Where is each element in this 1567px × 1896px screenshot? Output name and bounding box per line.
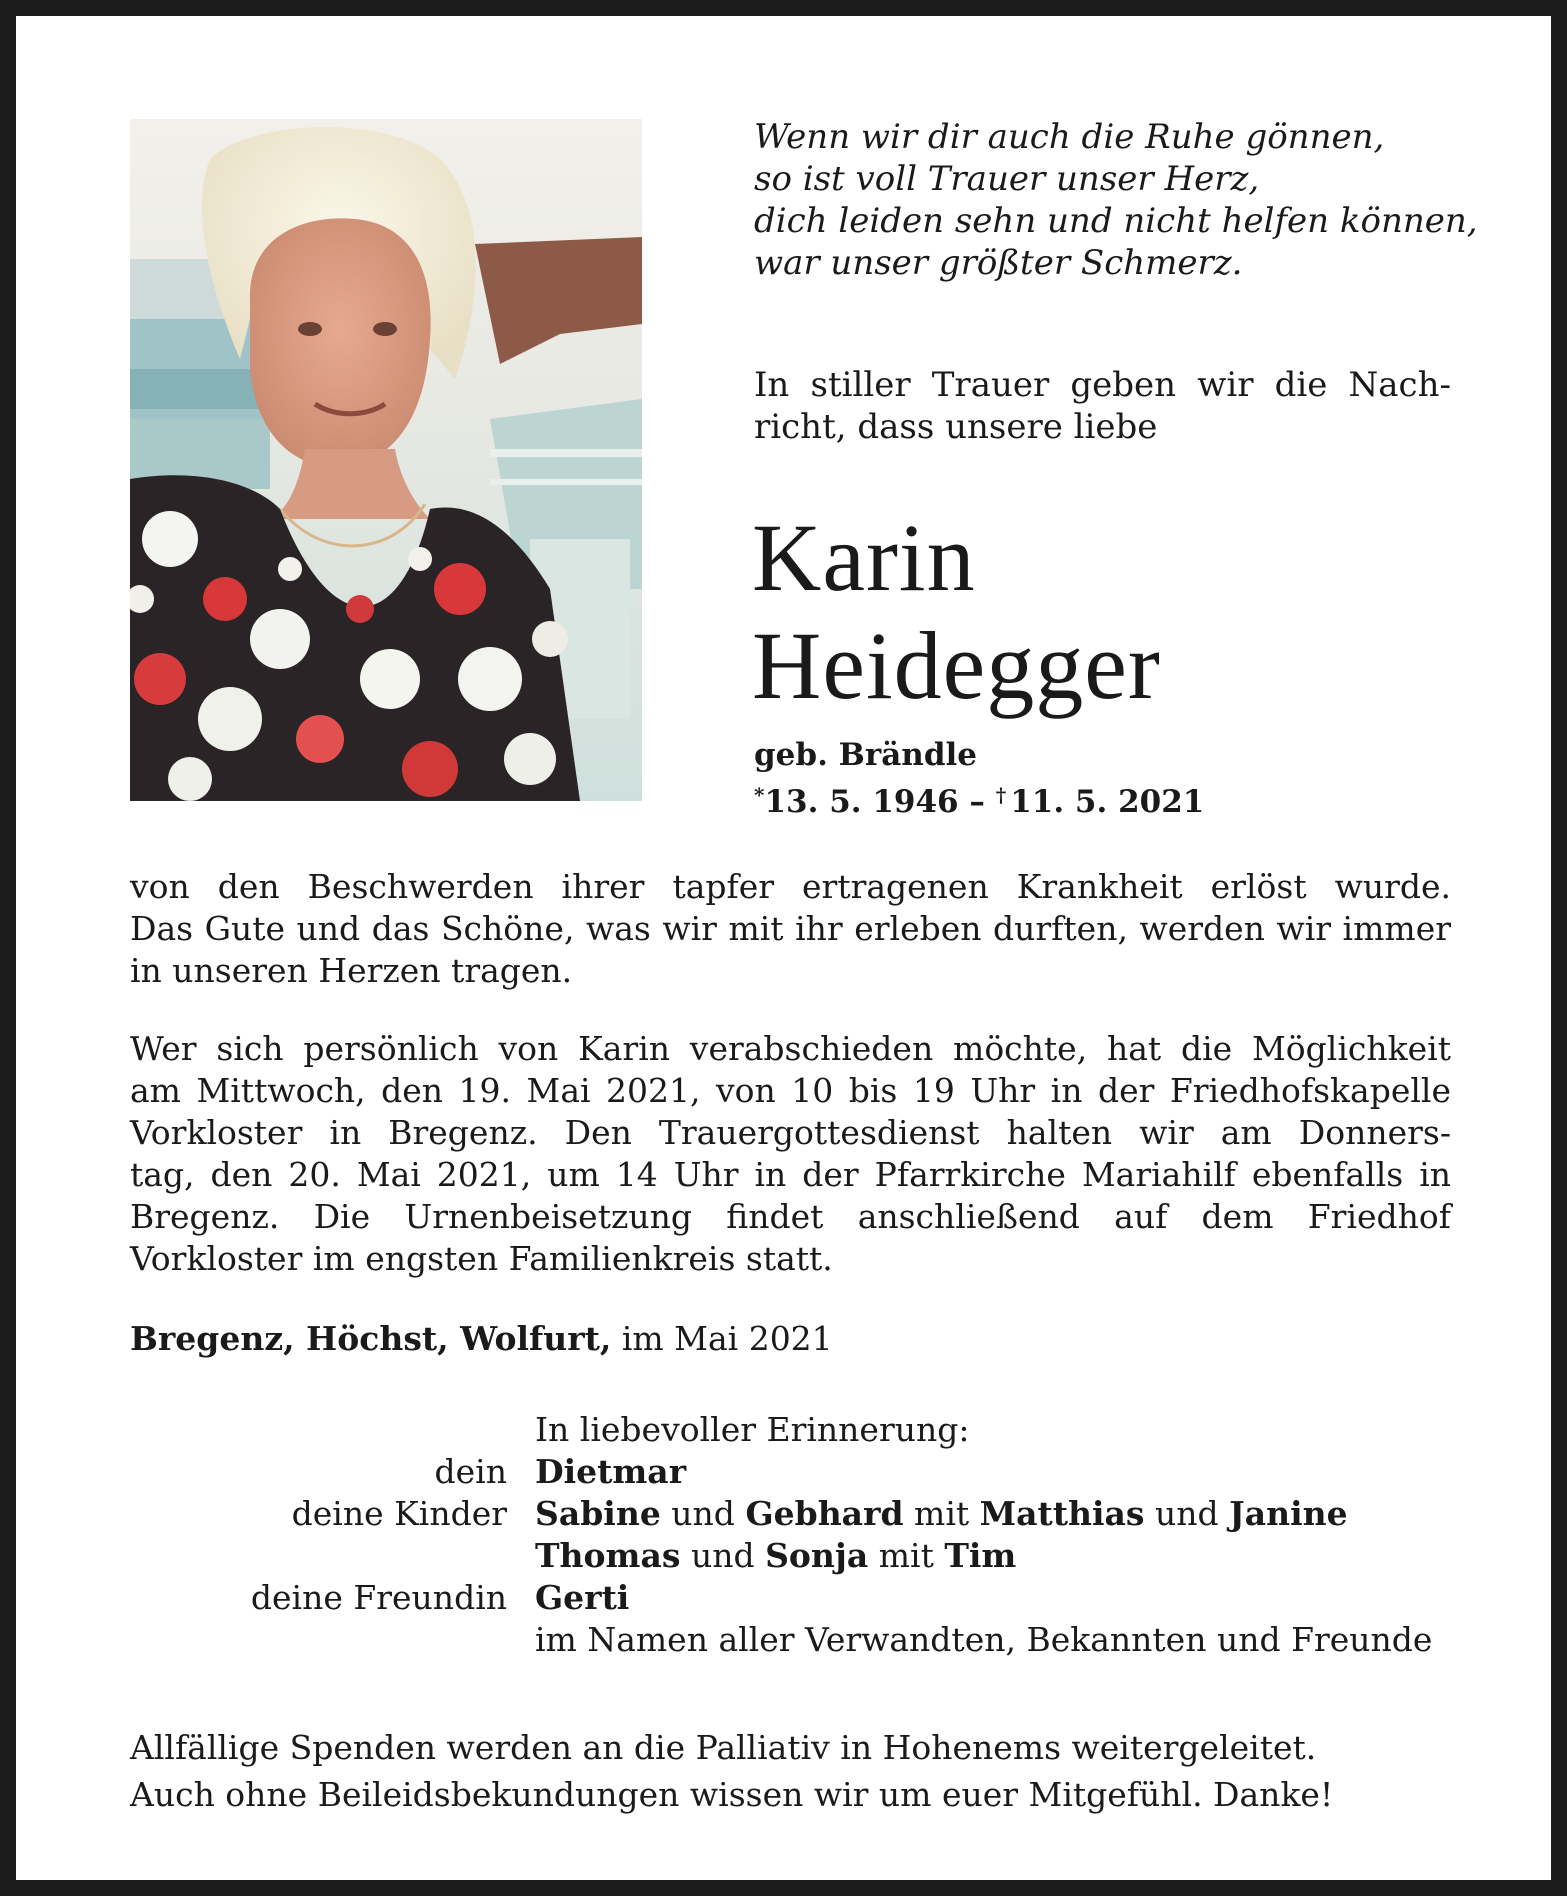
paragraph-line: Das Gute und das Schöne, was wir mit ihr erleben durften, werden wir immer: [130, 909, 1451, 948]
memory-heading: In liebevoller Erinnerung:: [535, 1410, 970, 1449]
paragraph-line: Vorkloster in Bregenz. Den Trauergottesdienst halten wir am Donners-: [130, 1113, 1451, 1152]
paragraph-line: Wer sich persönlich von Karin verabschieden möchte, hat die Möglichkeit: [130, 1029, 1451, 1068]
paragraph-line: Bregenz. Die Urnenbeisetzung findet anschließend auf dem Friedhof: [130, 1197, 1451, 1236]
children-names-2: [535, 1535, 1016, 1577]
death-symbol: †: [995, 783, 1007, 807]
first-name: Karin: [752, 504, 976, 611]
friend-names: [535, 1577, 629, 1619]
life-dates: [754, 774, 1204, 823]
paragraph-line: in unseren Herzen tragen.: [130, 951, 573, 990]
grandchild-name: Matthias: [979, 1494, 1145, 1533]
paragraph-line: Vorkloster im engsten Familienkreis statt.: [130, 1239, 833, 1278]
friend-name: Gerti: [535, 1578, 630, 1617]
poem-line: dich leiden sehn und nicht helfen können,: [754, 201, 1478, 241]
friend-label: deine Freundin: [250, 1578, 507, 1617]
intro-line-2: richt, dass unsere liebe: [754, 407, 1158, 447]
others-text: im Namen aller Verwandten, Bekannten und Freunde: [535, 1620, 1433, 1659]
conjunction: und: [660, 1494, 746, 1533]
paragraph-2: [130, 1028, 1451, 1280]
spouse-label: dein: [434, 1452, 507, 1491]
intro-text: [754, 364, 1451, 448]
paragraph-line: tag, den 20. Mai 2021, um 14 Uhr in der Pfarrkirche Mariahilf ebenfalls in: [130, 1155, 1451, 1194]
portrait-photo: [130, 119, 642, 801]
children-names-1: [535, 1493, 1348, 1535]
maiden-name: geb. Brändle: [754, 737, 977, 773]
family-row-children-2: [16, 1535, 1551, 1577]
poem-line: Wenn wir dir auch die Ruhe gönnen,: [754, 117, 1385, 157]
child-name: Sabine: [535, 1494, 661, 1533]
death-date: 11. 5. 2021: [1010, 784, 1205, 820]
date-separator: –: [958, 784, 996, 820]
partner-name: Sonja: [765, 1536, 869, 1575]
obituary-page: [16, 16, 1551, 1880]
child-name: Thomas: [535, 1536, 681, 1575]
last-name: Heidegger: [752, 612, 1161, 719]
portrait-image: [130, 119, 642, 801]
grandchild-name: Janine: [1229, 1494, 1348, 1533]
birth-symbol: *: [754, 783, 765, 807]
grandchild-name: Tim: [944, 1536, 1017, 1575]
donation-line: Allfällige Spenden werden an die Palliativ in Hohenems weitergeleitet.: [130, 1728, 1317, 1767]
conjunction: und: [1144, 1494, 1230, 1533]
paragraph-line: von den Beschwerden ihrer tapfer ertragenen Krankheit erlöst wurde.: [130, 867, 1451, 906]
family-row-children: [16, 1493, 1551, 1535]
children-label: deine Kinder: [291, 1494, 507, 1533]
partner-name: Gebhard: [745, 1494, 904, 1533]
place-date: [130, 1318, 833, 1360]
donation-note: [130, 1724, 1333, 1818]
family-row-others: [16, 1619, 1551, 1661]
family-row-spouse: [16, 1451, 1551, 1493]
deceased-name: [752, 504, 1161, 720]
intro-line: In stiller Trauer geben wir die Nach-: [754, 365, 1451, 405]
paragraph-1: [130, 866, 1451, 992]
poem-line: so ist voll Trauer unser Herz,: [754, 159, 1260, 199]
spouse-name: Dietmar: [535, 1452, 687, 1491]
donation-line: Auch ohne Beileidsbekundungen wissen wir um euer Mitgefühl. Danke!: [130, 1775, 1334, 1814]
poem-line: war unser größter Schmerz.: [754, 243, 1243, 283]
birth-date: 13. 5. 1946: [764, 784, 959, 820]
conjunction: mit: [868, 1536, 945, 1575]
intro-line-1: [754, 364, 1451, 406]
date: im Mai 2021: [611, 1319, 833, 1358]
conjunction: mit: [903, 1494, 980, 1533]
spouse-names: [535, 1451, 686, 1493]
paragraph-line: am Mittwoch, den 19. Mai 2021, von 10 bis 19 Uhr in der Friedhofskapelle: [130, 1071, 1451, 1110]
family-row-friend: [16, 1577, 1551, 1619]
poem: [754, 116, 1494, 284]
conjunction: und: [680, 1536, 766, 1575]
places: Bregenz, Höchst, Wolfurt,: [130, 1319, 612, 1358]
